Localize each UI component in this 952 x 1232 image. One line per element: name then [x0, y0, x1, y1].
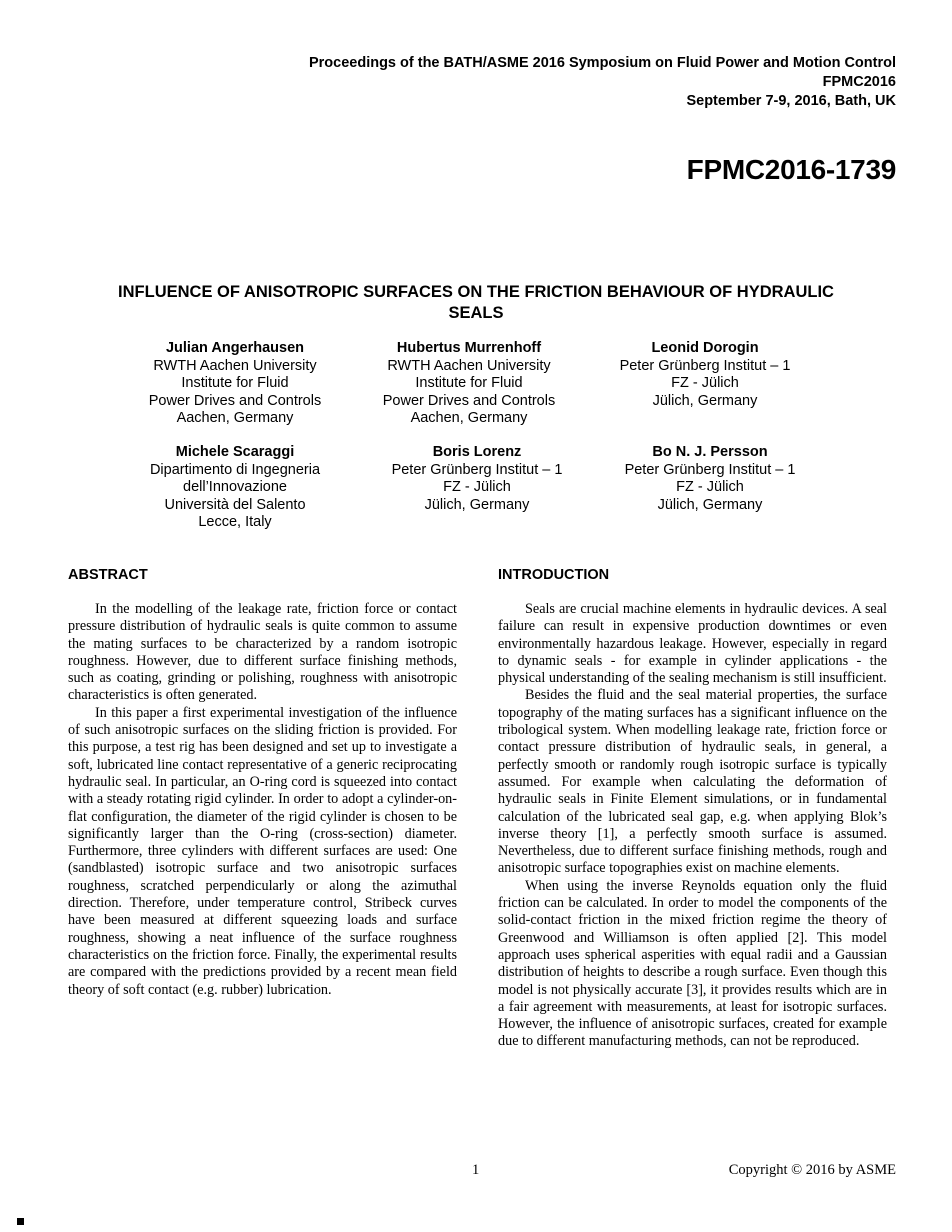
introduction-paragraph: When using the inverse Reynolds equation only the fluid friction can be calculated. In order to model the components of the solid-contact friction in the mixed friction regime the theory of Greenwood and Williamson is often applied [2]. This model approach uses spherical asperities with equal radii and a Gaussian distribution of heights to describe a rough surface. Even though this model is not physically accurate [3], it provides results which are in a fair agreement with measurements, at least for isotropic surfaces. However, the influence of anisotropic surfaces, created for example due to different manufacturing methods, can not be reproduced.	[498, 877, 887, 1050]
author-block	[600, 444, 820, 514]
conference-dates: September 7-9, 2016, Bath, UK	[686, 93, 896, 109]
conference-code: FPMC2016	[822, 74, 896, 90]
author-affiliation-line: Peter Grünberg Institut – 1	[624, 461, 796, 478]
author-name: Michele Scaraggi	[175, 444, 295, 460]
author-block	[367, 444, 587, 514]
proceedings-title: Proceedings of the BATH/ASME 2016 Symposium on Fluid Power and Motion Control	[308, 55, 896, 71]
author-affiliation-line: Peter Grünberg Institut – 1	[391, 461, 563, 478]
proceedings-header	[309, 54, 896, 111]
introduction-paragraph: Seals are crucial machine elements in hydraulic devices. A seal failure can result in expensive production downtimes or even environmentally hazardous leakage. However, especially in regard to dynamic seals - for example in cylinder applications - the physical understanding of the sealing mechanism is still insufficient.	[498, 601, 887, 687]
corner-mark-icon	[17, 1218, 24, 1225]
author-name: Julian Angerhausen	[165, 340, 305, 356]
author-affiliation-line: Power Drives and Controls	[148, 392, 322, 409]
abstract-heading: ABSTRACT	[68, 567, 148, 583]
paper-title: INFLUENCE OF ANISOTROPIC SURFACES ON THE FRICTION BEHAVIOUR OF HYDRAULIC SEALS	[118, 283, 834, 322]
author-affiliation-line: dell’Innovazione	[183, 479, 287, 495]
author-affiliation-line: Aachen, Germany	[176, 410, 294, 426]
author-affiliation-line: Università del Salento	[164, 496, 306, 513]
author-block	[125, 444, 345, 532]
author-affiliation-line: Dipartimento di Ingegneria	[149, 461, 321, 478]
author-name: Bo N. J. Persson	[652, 444, 768, 460]
author-affiliation-line: Aachen, Germany	[410, 410, 528, 426]
author-affiliation-line: FZ - Jülich	[671, 375, 739, 391]
page-number: 1	[472, 1162, 480, 1178]
author-affiliation-line: Jülich, Germany	[657, 496, 763, 513]
author-affiliation-line: FZ - Jülich	[676, 479, 744, 495]
author-name: Leonid Dorogin	[651, 340, 759, 356]
introduction-column	[498, 601, 887, 1051]
author-affiliation-line: RWTH Aachen University	[153, 357, 317, 374]
abstract-column	[68, 601, 457, 999]
author-affiliation-line: Peter Grünberg Institut – 1	[619, 357, 791, 374]
author-affiliation-line: RWTH Aachen University	[387, 357, 551, 374]
author-affiliation-line: Jülich, Germany	[652, 392, 758, 409]
author-name: Boris Lorenz	[432, 444, 522, 460]
abstract-paragraph: In the modelling of the leakage rate, friction force or contact pressure distribution of hydraulic seals is quite common to assume the mating surfaces to be characterized by a random isotropic roughness. However, due to different surface finishing methods, such as coating, grinding or polishing, roughness with anisotropic characteristics is often generated.	[68, 601, 457, 704]
introduction-heading: INTRODUCTION	[498, 567, 610, 583]
author-affiliation-line: Institute for Fluid	[415, 375, 523, 391]
author-affiliation-line: Lecce, Italy	[198, 514, 272, 530]
author-block	[595, 340, 815, 410]
author-affiliation-line: FZ - Jülich	[443, 479, 511, 495]
author-affiliation-line: Jülich, Germany	[424, 496, 530, 513]
author-affiliation-line: Institute for Fluid	[181, 375, 289, 391]
introduction-paragraph: Besides the fluid and the seal material properties, the surface topography of the mating surfaces has a significant influence on the tribological system. When modelling leakage rate, friction force or contact pressure distribution of hydraulic seals, in general, a perfectly smooth or randomly rough isotropic surface is typically assumed. For example when calculating the deformation of hydraulic seals in Finite Element simulations, or in fundamental calculation of the lubricated seal gap, e.g. when applying Blok’s inverse theory [1], a perfectly smooth surface is assumed. Nevertheless, due to different surface finishing methods, rough and anisotropic surface topographies exist on machine elements.	[498, 687, 887, 877]
author-block	[359, 340, 579, 428]
copyright-notice: Copyright © 2016 by ASME	[728, 1162, 896, 1178]
abstract-paragraph: In this paper a first experimental investigation of the influence of such anisotropic surfaces on the sliding friction is provided. For this purpose, a test rig has been designed and set up to investigate a soft, lubricated line contact representative of a generic reciprocating hydraulic seal. In particular, an O-ring cord is squeezed into contact with a steady rotating rigid cylinder. In order to adopt a cylinder-on-flat configuration, the diameter of the rigid cylinder is chosen to be significantly larger than the O-ring (cross-section) diameter. Furthermore, three cylinders with different surfaces are used: One (sandblasted) isotropic surface and two anisotropic surfaces roughness, scratched perpendicularly or along the azimuthal direction. Therefore, under temperature control, Stribeck curves have been measured at different squeezing loads and surface roughness, showing a neat influence of the surface roughness characteristics on the friction force. Finally, the experimental results are compared with the predictions provided by a recent mean field theory of soft contact (e.g. rubber) lubrication.	[68, 704, 457, 998]
author-name: Hubertus Murrenhoff	[396, 340, 542, 356]
author-block	[125, 340, 345, 428]
paper-id: FPMC2016-1739	[686, 154, 896, 185]
author-affiliation-line: Power Drives and Controls	[382, 392, 556, 409]
